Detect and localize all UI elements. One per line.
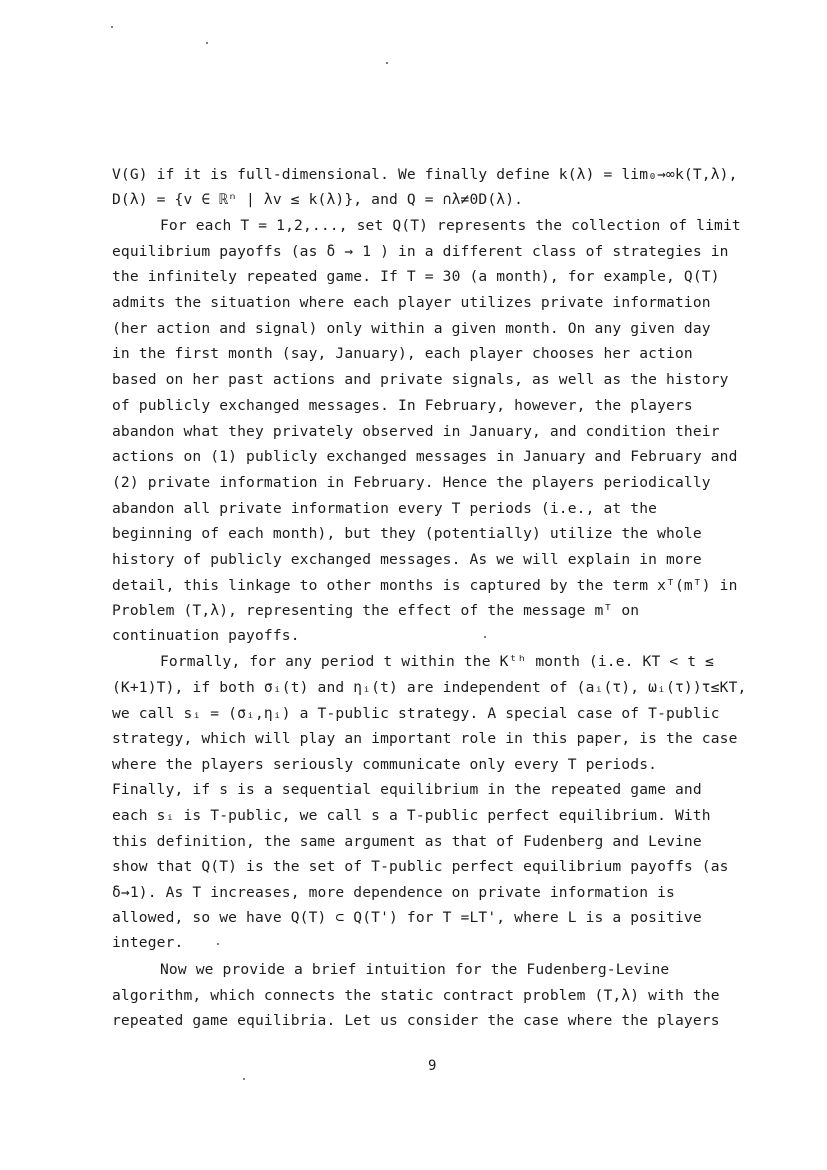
text-line: we call sᵢ = (σᵢ,ηᵢ) a T-public strategy. A special case of T-public [112,705,720,722]
text-line: strategy, which will play an important role in this paper, is the case [112,730,738,747]
scan-speck [206,42,208,44]
scan-speck [111,26,113,28]
text-line: For each T = 1,2,..., set Q(T) represents the collection of limit [160,217,741,234]
text-line: integer. [112,934,184,951]
scan-speck [386,62,388,64]
text-line: V(G) if it is full-dimensional. We finally define k(λ) = lim₀→∞k(T,λ), [112,166,738,183]
text-line: continuation payoffs. [112,627,300,644]
text-line: allowed, so we have Q(T) ⊂ Q(T') for T =LT', where L is a positive [112,909,702,926]
text-line: (2) private information in February. Hence the players periodically [112,474,711,491]
text-line: show that Q(T) is the set of T-public perfect equilibrium payoffs (as [112,858,729,875]
text-line: D(λ) = {v ∈ ℝⁿ | λv ≤ k(λ)}, and Q = ∩λ≠0D(λ). [112,191,524,208]
text-line: the infinitely repeated game. If T = 30 (a month), for example, Q(T) [112,268,720,285]
text-line: repeated game equilibria. Let us consider the case where the players [112,1012,720,1029]
text-line: Finally, if s is a sequential equilibrium in the repeated game and [112,781,702,798]
text-line: (her action and signal) only within a given month. On any given day [112,320,711,337]
text-line: algorithm, which connects the static contract problem (T,λ) with the [112,987,720,1004]
text-line: equilibrium payoffs (as δ → 1 ) in a different class of strategies in [112,243,729,260]
text-line: Formally, for any period t within the Kᵗʰ month (i.e. KT < t ≤ [160,653,715,670]
text-line: this definition, the same argument as that of Fudenberg and Levine [112,833,702,850]
scan-speck [484,636,486,638]
text-line: admits the situation where each player utilizes private information [112,294,711,311]
text-line: beginning of each month), but they (potentially) utilize the whole [112,525,702,542]
scan-speck [217,943,219,945]
page-number: 9 [428,1058,437,1074]
scan-speck [243,1078,245,1080]
text-line: Problem (T,λ), representing the effect of the message mᵀ on [112,602,640,619]
text-line: based on her past actions and private signals, as well as the history [112,371,729,388]
text-line: Now we provide a brief intuition for the Fudenberg-Levine [160,961,670,978]
text-line: (K+1)T), if both σᵢ(t) and ηᵢ(t) are independent of (aᵢ(τ), ωᵢ(τ))τ≤KT, [112,679,747,696]
text-line: where the players seriously communicate only every T periods. [112,756,658,773]
text-line: history of publicly exchanged messages. As we will explain in more [112,551,702,568]
text-line: δ→1). As T increases, more dependence on private information is [112,884,675,901]
text-line: abandon all private information every T periods (i.e., at the [112,500,658,517]
text-line: detail, this linkage to other months is captured by the term xᵀ(mᵀ) in [112,577,738,594]
text-line: in the first month (say, January), each player chooses her action [112,345,693,362]
text-line: of publicly exchanged messages. In February, however, the players [112,397,693,414]
text-line: each sᵢ is T-public, we call s a T-public perfect equilibrium. With [112,807,711,824]
text-line: abandon what they privately observed in January, and condition their [112,423,720,440]
text-line: actions on (1) publicly exchanged messages in January and February and [112,448,738,465]
